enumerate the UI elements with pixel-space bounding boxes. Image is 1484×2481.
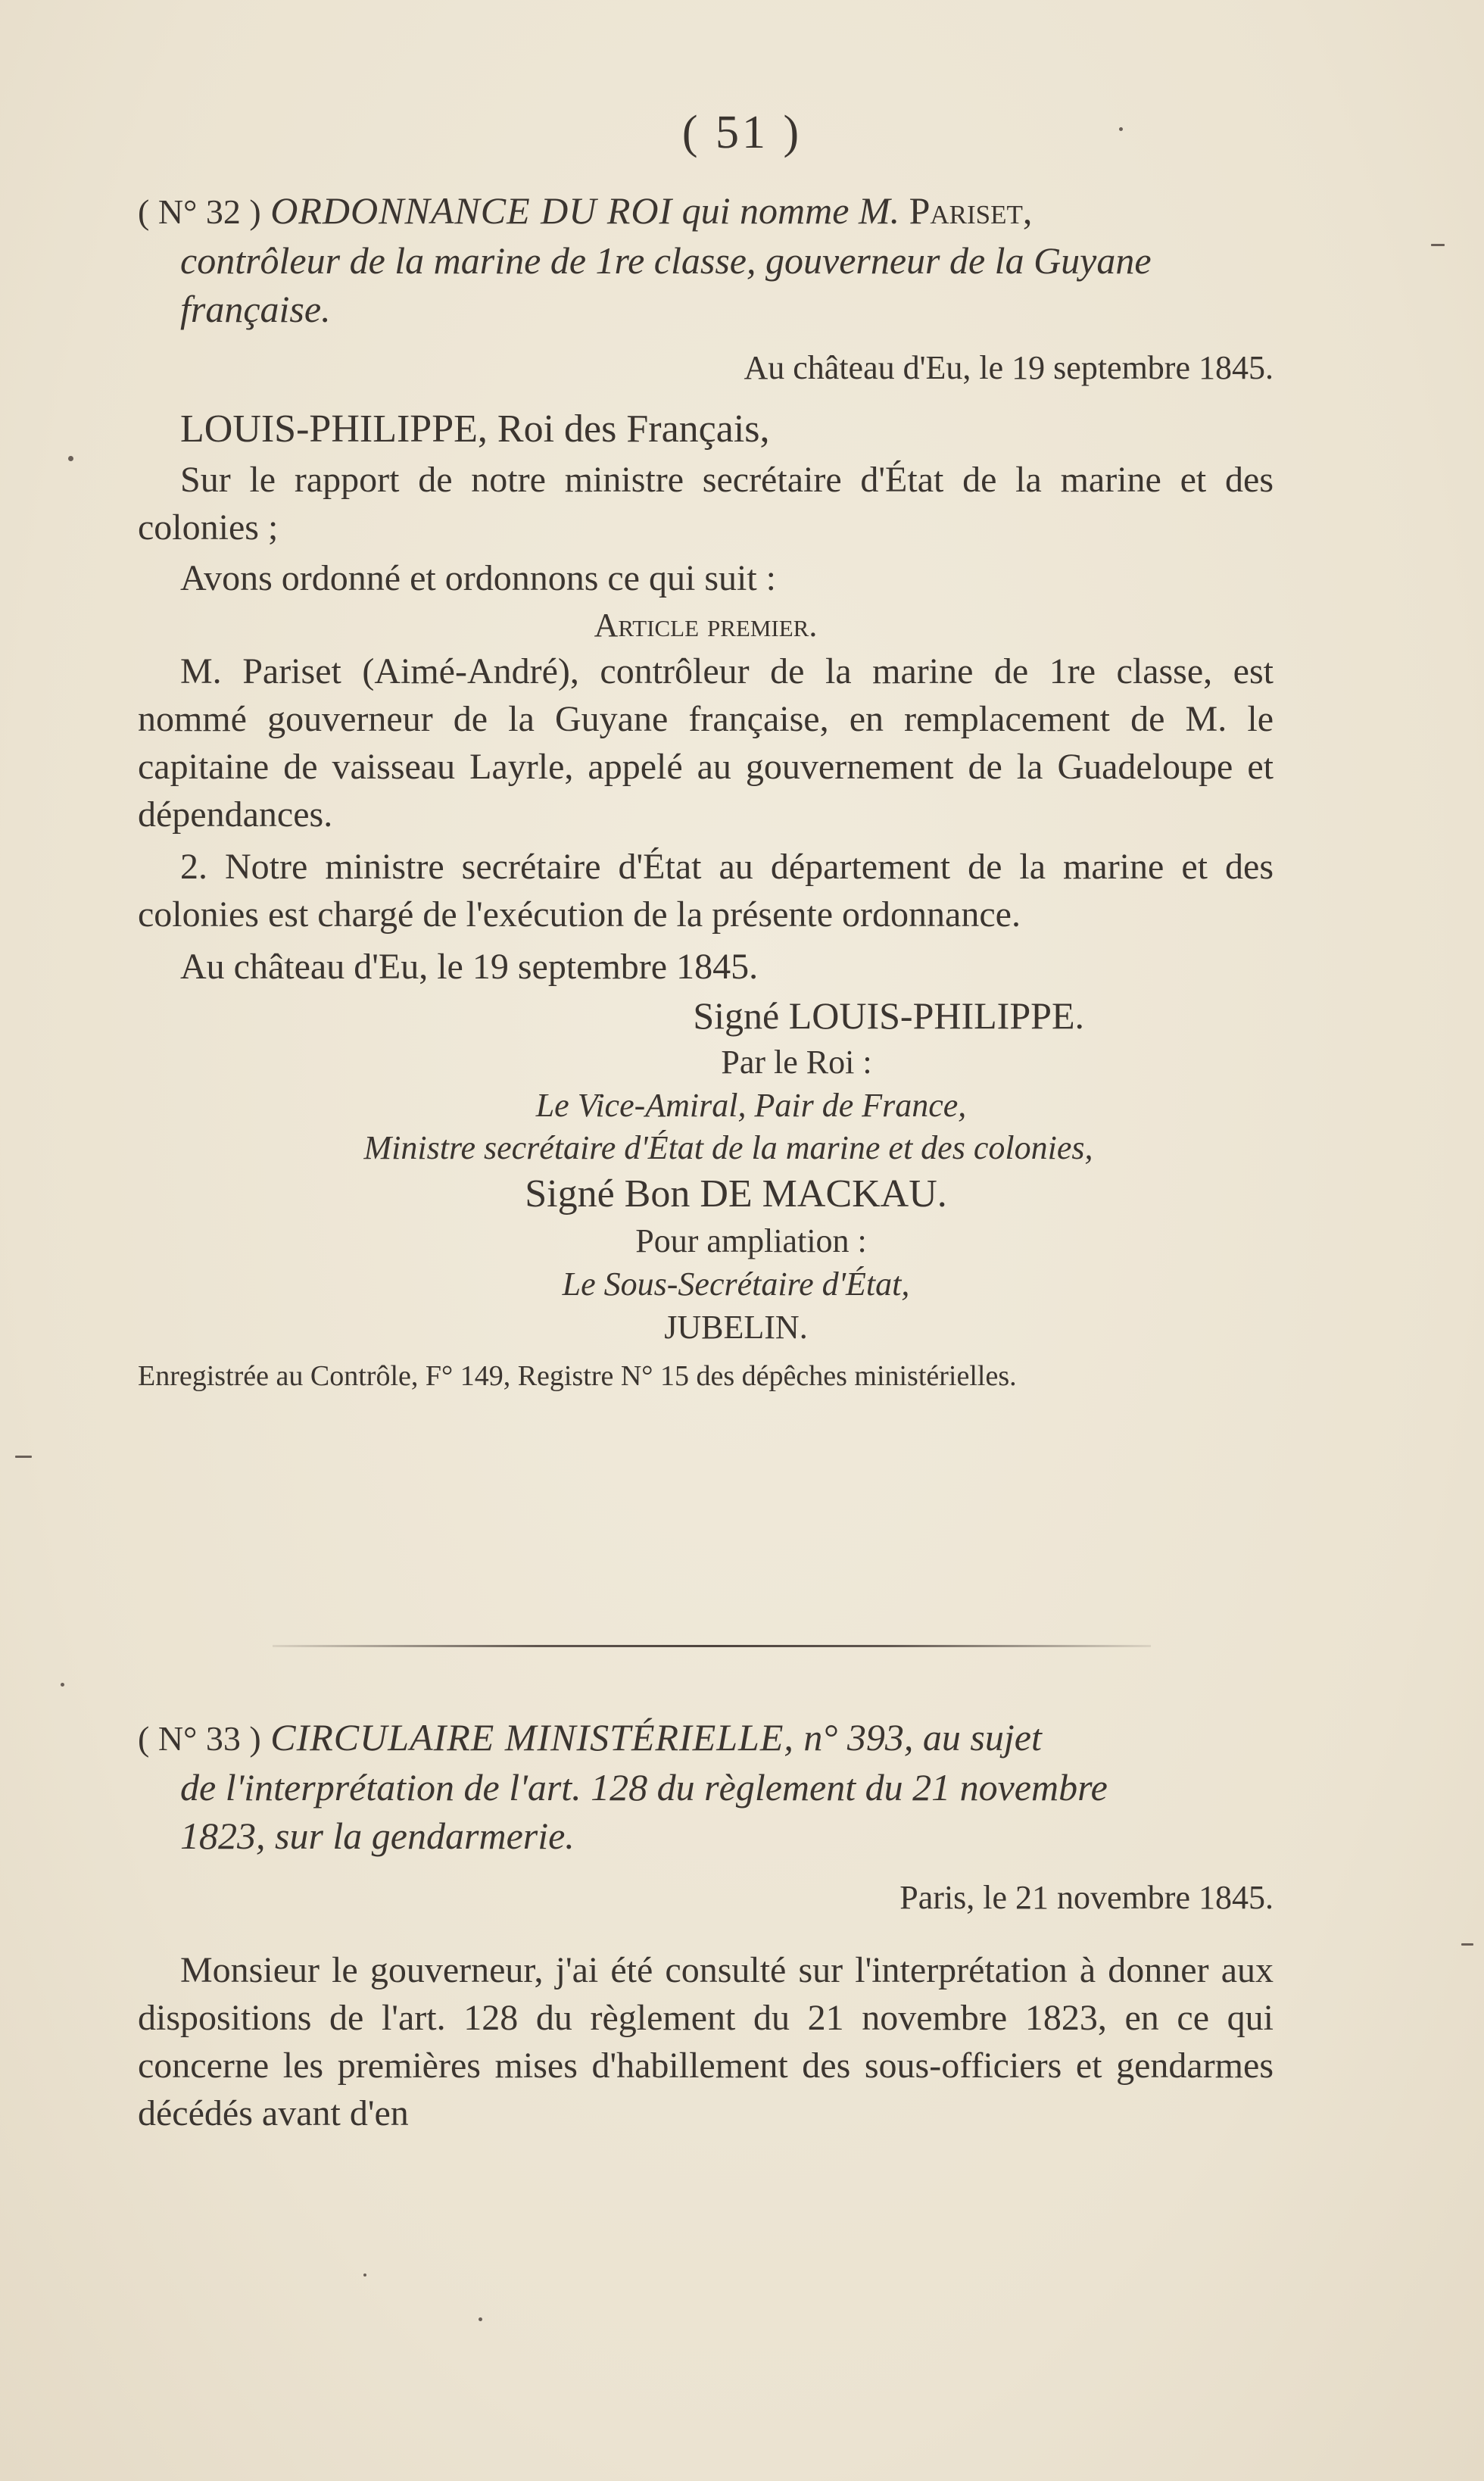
circular-title-line3: 1823, sur la gendarmerie. <box>180 1815 575 1857</box>
paper-speck <box>479 2317 482 2321</box>
circular-dateline: Paris, le 21 novembre 1845. <box>899 1879 1274 1916</box>
paper-speck <box>68 456 73 461</box>
page-number: ( 51 ) <box>681 107 803 158</box>
ordinance-name: Pariset, <box>909 189 1033 232</box>
paper-speck <box>1461 1943 1473 1946</box>
mackau-signature: Signé Bon DE MACKAU. <box>525 1172 947 1216</box>
ordinance-para-2: Avons ordonné et ordonnons ce qui suit : <box>180 558 777 598</box>
ordinance-title-line3: française. <box>180 288 331 330</box>
vice-amiral: Le Vice-Amiral, Pair de France, <box>535 1087 967 1124</box>
sous-secretaire: Le Sous-Secrétaire d'État, <box>562 1265 910 1303</box>
ordinance-title-rest: qui nomme M. <box>681 189 900 232</box>
ordinance-number: ( N° 32 ) <box>138 192 261 231</box>
paper-speck <box>61 1683 64 1687</box>
ordinance-para-1: Sur le rapport de notre ministre secrétaire d'État de la marine et des colonies ; <box>138 460 1274 548</box>
paper-speck <box>1119 127 1123 131</box>
registry-note: Enregistrée au Contrôle, F° 149, Registre N° 15 des dépêches ministérielles. <box>138 1360 1017 1392</box>
circular-title: CIRCULAIRE MINISTÉRIELLE, <box>270 1716 794 1759</box>
paper-speck <box>1431 244 1445 246</box>
circular-title-rest: n° 393, au sujet <box>803 1716 1042 1759</box>
ordinance-para-5: Au château d'Eu, le 19 septembre 1845. <box>180 947 759 987</box>
king-line: LOUIS-PHILIPPE, Roi des Français, <box>180 407 770 451</box>
ordinance-title: ORDONNANCE DU ROI <box>270 189 673 232</box>
article-heading: Article premier. <box>594 607 818 644</box>
paper-speck <box>363 2273 366 2277</box>
circular-number: ( N° 33 ) <box>138 1719 261 1758</box>
ordinance-dateline: Au château d'Eu, le 19 septembre 1845. <box>744 349 1274 386</box>
pour-ampliation: Pour ampliation : <box>635 1222 867 1259</box>
section-divider <box>273 1645 1151 1647</box>
par-le-roi: Par le Roi : <box>721 1044 872 1081</box>
jubelin-signature: JUBELIN. <box>664 1309 808 1346</box>
circular-title-line2: de l'interprétation de l'art. 128 du règlement du 21 novembre <box>180 1766 1108 1808</box>
circular-para-1: Monsieur le gouverneur, j'ai été consulté sur l'interprétation à donner aux dispositions de l'art. 128 du règlement du 21 novembre 1823, en ce qui concerne les premières mises d'habillement des sous-officiers et gendarmes décédés avant d'en <box>138 1950 1274 2133</box>
circular-body <box>138 1946 1274 2137</box>
ordinance-para-4: 2. Notre ministre secrétaire d'État au département de la marine et des colonies est chargé de l'exécution de la présente ordonnance. <box>138 847 1274 935</box>
paper-speck <box>15 1456 32 1458</box>
circular-heading <box>138 1713 1274 1860</box>
ordinance-title-line2: contrôleur de la marine de 1re classe, gouverneur de la Guyane <box>180 239 1152 282</box>
ordinance-body <box>138 403 1274 1397</box>
ministre-title: Ministre secrétaire d'État de la marine et des colonies, <box>363 1129 1093 1166</box>
king-signature: Signé LOUIS-PHILIPPE. <box>693 994 1084 1037</box>
ordinance-heading <box>138 186 1274 333</box>
ordinance-para-3: M. Pariset (Aimé-André), contrôleur de la marine de 1re classe, est nommé gouverneur de la Guyane française, en remplacement de M. le capitaine de vaisseau Layrle, appelé au gouvernement de la Guadeloupe et dépendances. <box>138 651 1274 835</box>
